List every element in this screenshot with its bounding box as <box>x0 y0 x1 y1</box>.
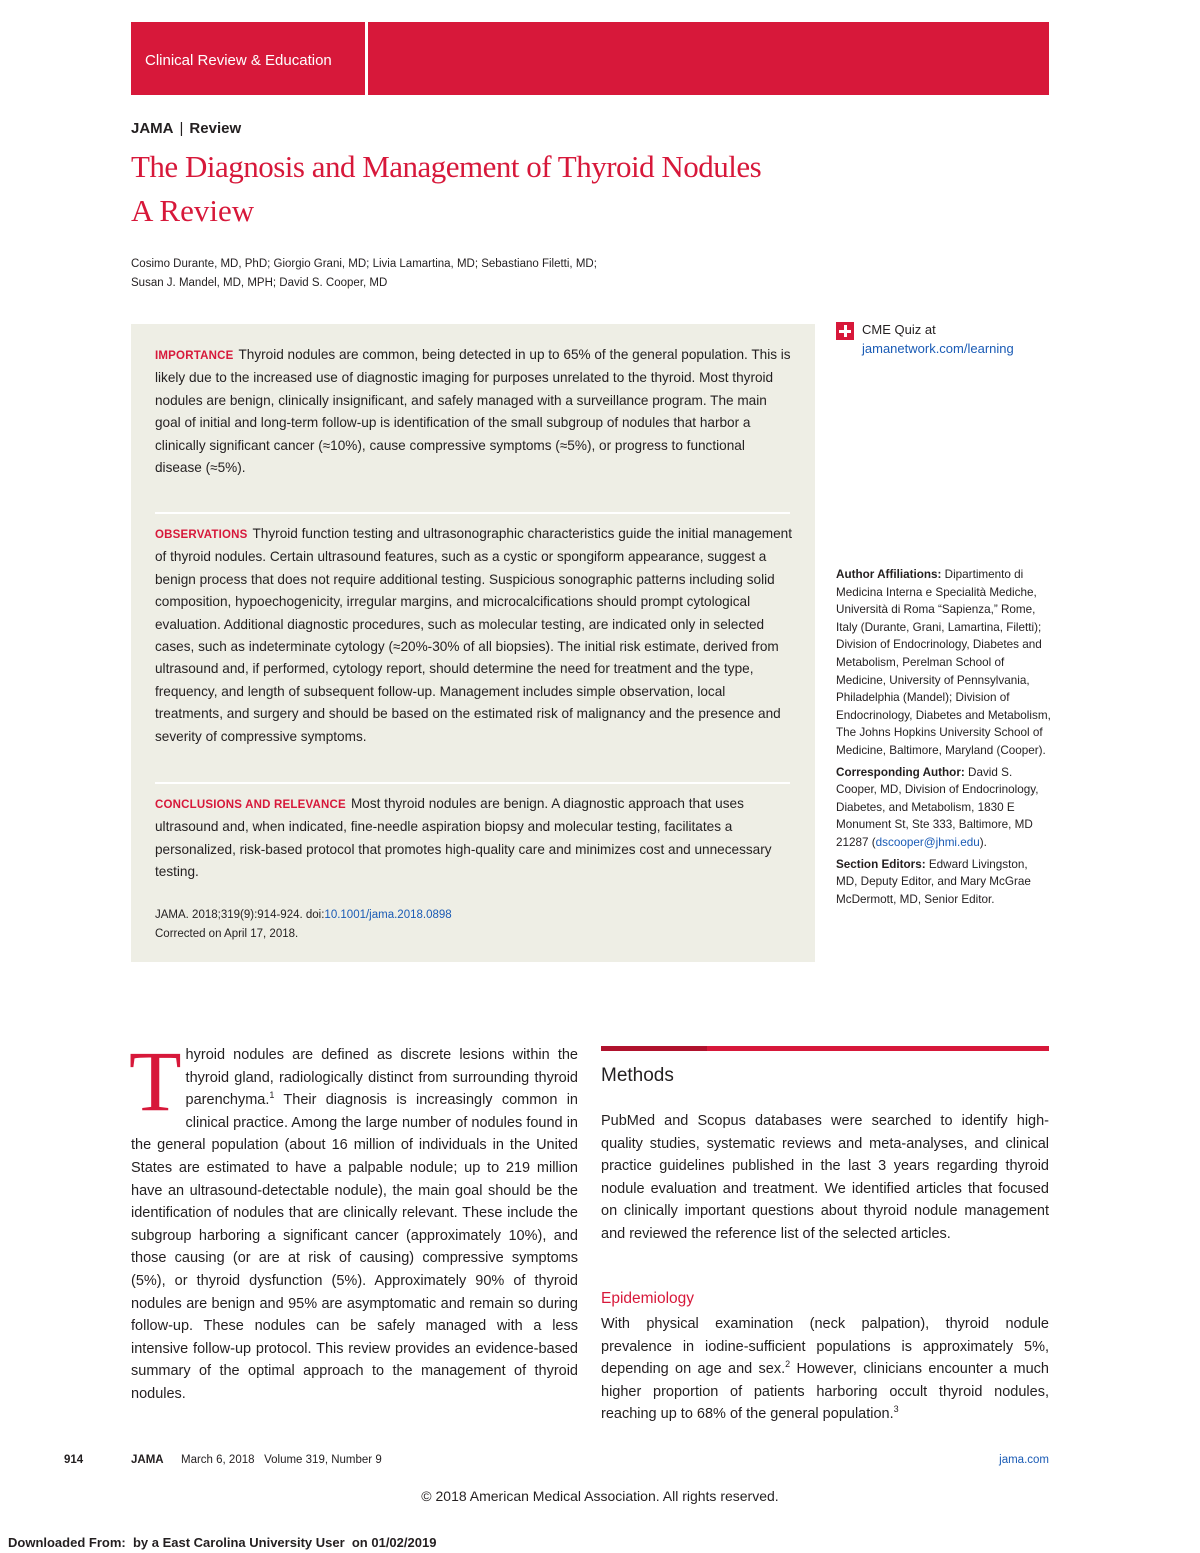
conclusions-text: Most thyroid nodules are benign. A diagnostic approach that uses ultrasound and, when indicated, fine-needle aspiration biopsy and molecular testing, facilitates a personalized, risk-based protocol that promotes high-quality care and minimizes cost and unnecessary testing. <box>155 796 772 880</box>
observations-text: Thyroid function testing and ultrasonographic characteristics guide the initial management of thyroid nodules. Certain ultrasound features, such as a cystic or spongiform appearance, suggest a benign process that does not require additional testing. Suspicious sonographic patterns including solid composition, hypoechogenicity, irregular margins, and microcalcifications should prompt cytological evaluation. Additional diagnostic procedures, such as molecular testing, are indicated only in selected cases, such as indeterminate cytology (≈20%-30% of all biopsies). The initial risk estimate, derived from ultrasound and, if performed, cytology report, should determine the need for treatment and the type, frequency, and length of subsequent follow-up. Management includes simple observation, local treatments, and surgery and should be based on the estimated risk of malignancy and the presence and severity of compressive symptoms. <box>155 526 793 744</box>
drop-cap: T <box>129 1033 182 1129</box>
reference-2[interactable]: 2 <box>785 1359 791 1370</box>
conclusions-heading: CONCLUSIONS AND RELEVANCE <box>155 799 346 811</box>
abstract-importance <box>155 344 795 479</box>
section-label: Clinical Review & Education <box>145 52 332 69</box>
doi-link[interactable]: 10.1001/jama.2018.0898 <box>324 909 452 921</box>
author-line-2: Susan J. Mandel, MD, MPH; David S. Cooper, MD <box>131 277 388 289</box>
intro-text-a: hyroid nodules are defined as discrete lesions within the thyroid gland, radiologically distinct from surrounding thyroid parenchyma. <box>185 1047 578 1109</box>
section-editors <box>836 856 1051 909</box>
article-subtitle: A Review <box>131 193 255 228</box>
epidemiology-paragraph <box>601 1313 1049 1426</box>
footer-site-link[interactable]: jama.com <box>999 1454 1049 1466</box>
abstract-divider <box>155 512 790 514</box>
author-list <box>131 255 691 293</box>
reference-1[interactable]: 1 <box>269 1090 275 1101</box>
editors-heading: Section Editors: <box>836 857 926 871</box>
intro-text-b: Their diagnosis is increasingly common in clinical practice. Among the large number of nodules found in the general population (about 16 million of individuals in the United States are estimated to have a palpable nodule; up to 219 million have an ultrasound-detectable nodule), the main goal should be the identification of nodules that are clinically relevant. These include the subgroup harboring a significant cancer (approximately 10%), and those causing (or are at risk of causing) compressive symptoms (5%), or thyroid dysfunction (5%). Approximately 90% of thyroid nodules are benign and 95% are asymptomatic and remain so during follow-up. These nodules can be safely managed with a less intensive follow-up protocol. This review provides an evidence-based summary of the optimal approach to the management of thyroid nodules. <box>131 1092 578 1402</box>
journal-line: JAMA | Review <box>131 120 242 137</box>
article-type: Review <box>189 120 242 137</box>
abstract-box <box>131 324 815 962</box>
footer-journal: JAMA <box>131 1454 164 1466</box>
methods-heading: Methods <box>601 1065 674 1086</box>
corresponding-heading: Corresponding Author: <box>836 765 965 779</box>
citation-text: JAMA. 2018;319(9):914-924. doi: <box>155 909 325 921</box>
epi-text-b: However, clinicians encounter a much higher proportion of patients harboring occult thyroid nodules, reaching up to 68% of the general population. <box>601 1361 1049 1423</box>
plus-icon <box>836 322 854 340</box>
cme-link[interactable]: jamanetwork.com/learning <box>862 341 1014 356</box>
page-number: 914 <box>64 1454 84 1466</box>
observations-heading: OBSERVATIONS <box>155 529 248 541</box>
affiliations-text: Dipartimento di Medicina Interna e Specialità Mediche, Università di Roma “Sapienza,” Rome, Italy (Durante, Grani, Lamartina, Filetti); Division of Endocrinology, Diabetes and Metabolism, Perelman School of Medicine, University of Pennsylvania, Philadelphia (Mandel); Division of Endocrinology, Diabetes and Metabolism, The Johns Hopkins University School of Medicine, Baltimore, Maryland (Cooper). <box>836 568 1051 757</box>
footer-issue: March 6, 2018 Volume 319, Number 9 <box>181 1454 382 1466</box>
copyright-notice: © 2018 American Medical Association. All rights reserved. <box>421 1488 779 1504</box>
correction-note: Corrected on April 17, 2018. <box>155 928 299 940</box>
methods-paragraph: PubMed and Scopus databases were searched to identify high-quality studies, systematic reviews and meta-analyses, and clinical practice guidelines published in the last 3 years regarding thyroid nodule evaluation and treatment. We identified articles that focused on clinically important questions about thyroid nodule management and reviewed the reference list of the selected articles. <box>601 1113 1049 1242</box>
importance-heading: IMPORTANCE <box>155 350 234 362</box>
editors-text: Edward Livingston, MD, Deputy Editor, and Mary McGrae McDermott, MD, Senior Editor. <box>836 857 1031 906</box>
author-info <box>836 566 1051 912</box>
banner-divider <box>365 22 368 95</box>
reference-3[interactable]: 3 <box>893 1404 899 1415</box>
epidemiology-heading: Epidemiology <box>601 1290 695 1307</box>
cme-label: CME Quiz at <box>862 322 936 337</box>
author-line-1: Cosimo Durante, MD, PhD; Giorgio Grani, MD; Livia Lamartina, MD; Sebastiano Filetti, MD; <box>131 258 597 270</box>
author-affiliations <box>836 566 1051 760</box>
corresponding-text: David S. Cooper, MD, Division of Endocrinology, Diabetes, and Metabolism, 1830 E Monument St, Ste 333, Baltimore, MD 21287 <box>836 765 1039 849</box>
abstract-conclusions <box>155 793 795 884</box>
affiliations-heading: Author Affiliations: <box>836 568 942 581</box>
download-stamp: Downloaded From: by a East Carolina University User on 01/02/2019 <box>8 1535 437 1550</box>
importance-text: Thyroid nodules are common, being detected in up to 65% of the general population. This is likely due to the increased use of diagnostic imaging for purposes unrelated to the thyroid. Most thyroid nodules are benign, clinically insignificant, and safely managed with a surveillance program. The main goal of initial and long-term follow-up is identification of the small subgroup of nodules that harbor a clinically significant cancer (≈10%), cause compressive symptoms (≈5%), or progress to functional disease (≈5%). <box>155 347 791 476</box>
intro-paragraph <box>129 1033 578 1406</box>
journal-name: JAMA <box>131 120 174 137</box>
abstract-observations <box>155 523 795 748</box>
abstract-divider <box>155 782 790 784</box>
epi-text-a: With physical examination (neck palpation), thyroid nodule prevalence in iodine-sufficient populations is approximately 5%, depending on age and sex. <box>601 1316 1049 1378</box>
article-title: The Diagnosis and Management of Thyroid Nodules <box>131 149 762 184</box>
citation <box>155 906 795 944</box>
corresponding-author: Corresponding Author: David S. Cooper, MD, Division of Endocrinology, Diabetes, and Metabolism, 1830 E Monument St, Ste 333, Baltimore, MD 21287 (dscooper@jhmi.edu). <box>836 765 1039 849</box>
section-rule <box>601 1046 1049 1051</box>
email-link[interactable]: dscooper@jhmi.edu <box>875 835 980 849</box>
